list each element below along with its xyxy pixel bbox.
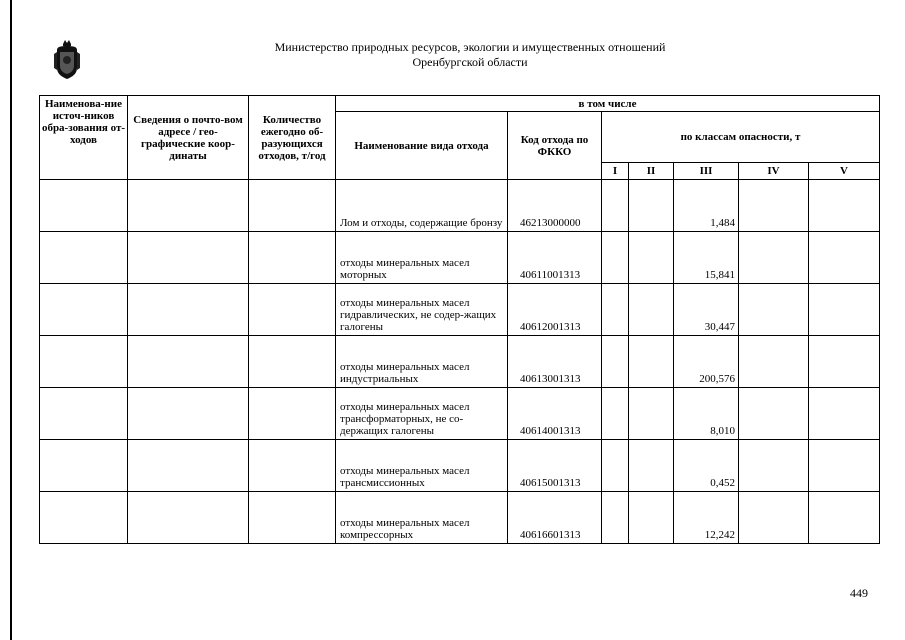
coat-of-arms-icon — [54, 38, 80, 80]
address-cell — [128, 388, 249, 440]
source-cell — [40, 180, 128, 232]
table-row — [40, 180, 880, 232]
class-5-cell — [809, 388, 880, 440]
quantity-cell — [249, 388, 336, 440]
ministry-header — [250, 40, 690, 70]
class-4-cell — [739, 336, 809, 388]
class-4-cell — [739, 388, 809, 440]
class-1-cell — [602, 492, 629, 544]
header-fkko-code: Код отхода по ФККО — [508, 112, 602, 180]
class-5-cell — [809, 180, 880, 232]
table-row — [40, 232, 880, 284]
source-cell — [40, 388, 128, 440]
quantity-cell — [249, 232, 336, 284]
class-1-cell — [602, 180, 629, 232]
class-4-cell — [739, 284, 809, 336]
class-1-cell — [602, 336, 629, 388]
class-2-cell — [629, 388, 674, 440]
address-cell — [128, 180, 249, 232]
waste-name-cell: отходы минеральных масел компрессорных — [336, 492, 508, 544]
address-cell — [128, 492, 249, 544]
class-4-cell — [739, 440, 809, 492]
table-body — [40, 180, 880, 544]
class-2-cell — [629, 440, 674, 492]
class-1-cell — [602, 440, 629, 492]
table-row — [40, 440, 880, 492]
header-including: в том числе — [336, 96, 880, 112]
quantity-cell — [249, 180, 336, 232]
header-address: Сведения о почто-вом адресе / гео-графические коор-динаты — [128, 96, 249, 180]
class-3-cell: 200,576 — [674, 336, 739, 388]
class-4-cell — [739, 180, 809, 232]
header-class-4: IV — [739, 163, 809, 180]
quantity-cell — [249, 284, 336, 336]
header-source: Наименова-ние источ-ников обра-зования от-ходов — [40, 96, 128, 180]
source-cell — [40, 232, 128, 284]
waste-name-cell: отходы минеральных масел трансмиссионных — [336, 440, 508, 492]
class-1-cell — [602, 232, 629, 284]
quantity-cell — [249, 492, 336, 544]
source-cell — [40, 284, 128, 336]
class-2-cell — [629, 180, 674, 232]
header-class-1: I — [602, 163, 629, 180]
source-cell — [40, 440, 128, 492]
class-2-cell — [629, 336, 674, 388]
class-3-cell: 15,841 — [674, 232, 739, 284]
table-row — [40, 284, 880, 336]
fkko-code-cell: 40613001313 — [508, 336, 602, 388]
fkko-code-cell: 40614001313 — [508, 388, 602, 440]
address-cell — [128, 440, 249, 492]
class-4-cell — [739, 232, 809, 284]
class-2-cell — [629, 232, 674, 284]
class-1-cell — [602, 284, 629, 336]
address-cell — [128, 336, 249, 388]
fkko-code-cell: 40611001313 — [508, 232, 602, 284]
class-3-cell: 30,447 — [674, 284, 739, 336]
header-quantity: Количество ежегодно об-разующихся отходов, т/год — [249, 96, 336, 180]
header-class-3: III — [674, 163, 739, 180]
page-number: 449 — [850, 586, 868, 600]
table-row — [40, 388, 880, 440]
class-3-cell: 8,010 — [674, 388, 739, 440]
quantity-cell — [249, 336, 336, 388]
header-class-2: II — [629, 163, 674, 180]
class-5-cell — [809, 284, 880, 336]
address-cell — [128, 232, 249, 284]
fkko-code-cell: 40616601313 — [508, 492, 602, 544]
table-row — [40, 336, 880, 388]
class-5-cell — [809, 492, 880, 544]
header-hazard-classes: по классам опасности, т — [602, 112, 880, 163]
fkko-code-cell: 40612001313 — [508, 284, 602, 336]
waste-name-cell: отходы минеральных масел моторных — [336, 232, 508, 284]
quantity-cell — [249, 440, 336, 492]
ministry-name: Министерство природных ресурсов, экологии и имущественных отношений — [274, 40, 666, 54]
class-3-cell: 12,242 — [674, 492, 739, 544]
waste-name-cell: отходы минеральных масел гидравлических, не содер-жащих галогены — [336, 284, 508, 336]
waste-name-cell: отходы минеральных масел трансформаторных, не со-держащих галогены — [336, 388, 508, 440]
waste-name-cell: Лом и отходы, содержащие бронзу — [336, 180, 508, 232]
class-3-cell: 0,452 — [674, 440, 739, 492]
fkko-code-cell: 46213000000 — [508, 180, 602, 232]
class-5-cell — [809, 232, 880, 284]
class-5-cell — [809, 336, 880, 388]
fkko-code-cell: 40615001313 — [508, 440, 602, 492]
header-class-5: V — [809, 163, 880, 180]
waste-table — [39, 95, 880, 544]
header-waste-name: Наименование вида отхода — [336, 112, 508, 180]
class-2-cell — [629, 284, 674, 336]
class-2-cell — [629, 492, 674, 544]
source-cell — [40, 336, 128, 388]
class-4-cell — [739, 492, 809, 544]
class-1-cell — [602, 388, 629, 440]
address-cell — [128, 284, 249, 336]
table-row — [40, 492, 880, 544]
waste-name-cell: отходы минеральных масел индустриальных — [336, 336, 508, 388]
class-5-cell — [809, 440, 880, 492]
region-name: Оренбургской области — [412, 55, 528, 69]
class-3-cell: 1,484 — [674, 180, 739, 232]
binding-margin-line — [10, 0, 12, 640]
source-cell — [40, 492, 128, 544]
